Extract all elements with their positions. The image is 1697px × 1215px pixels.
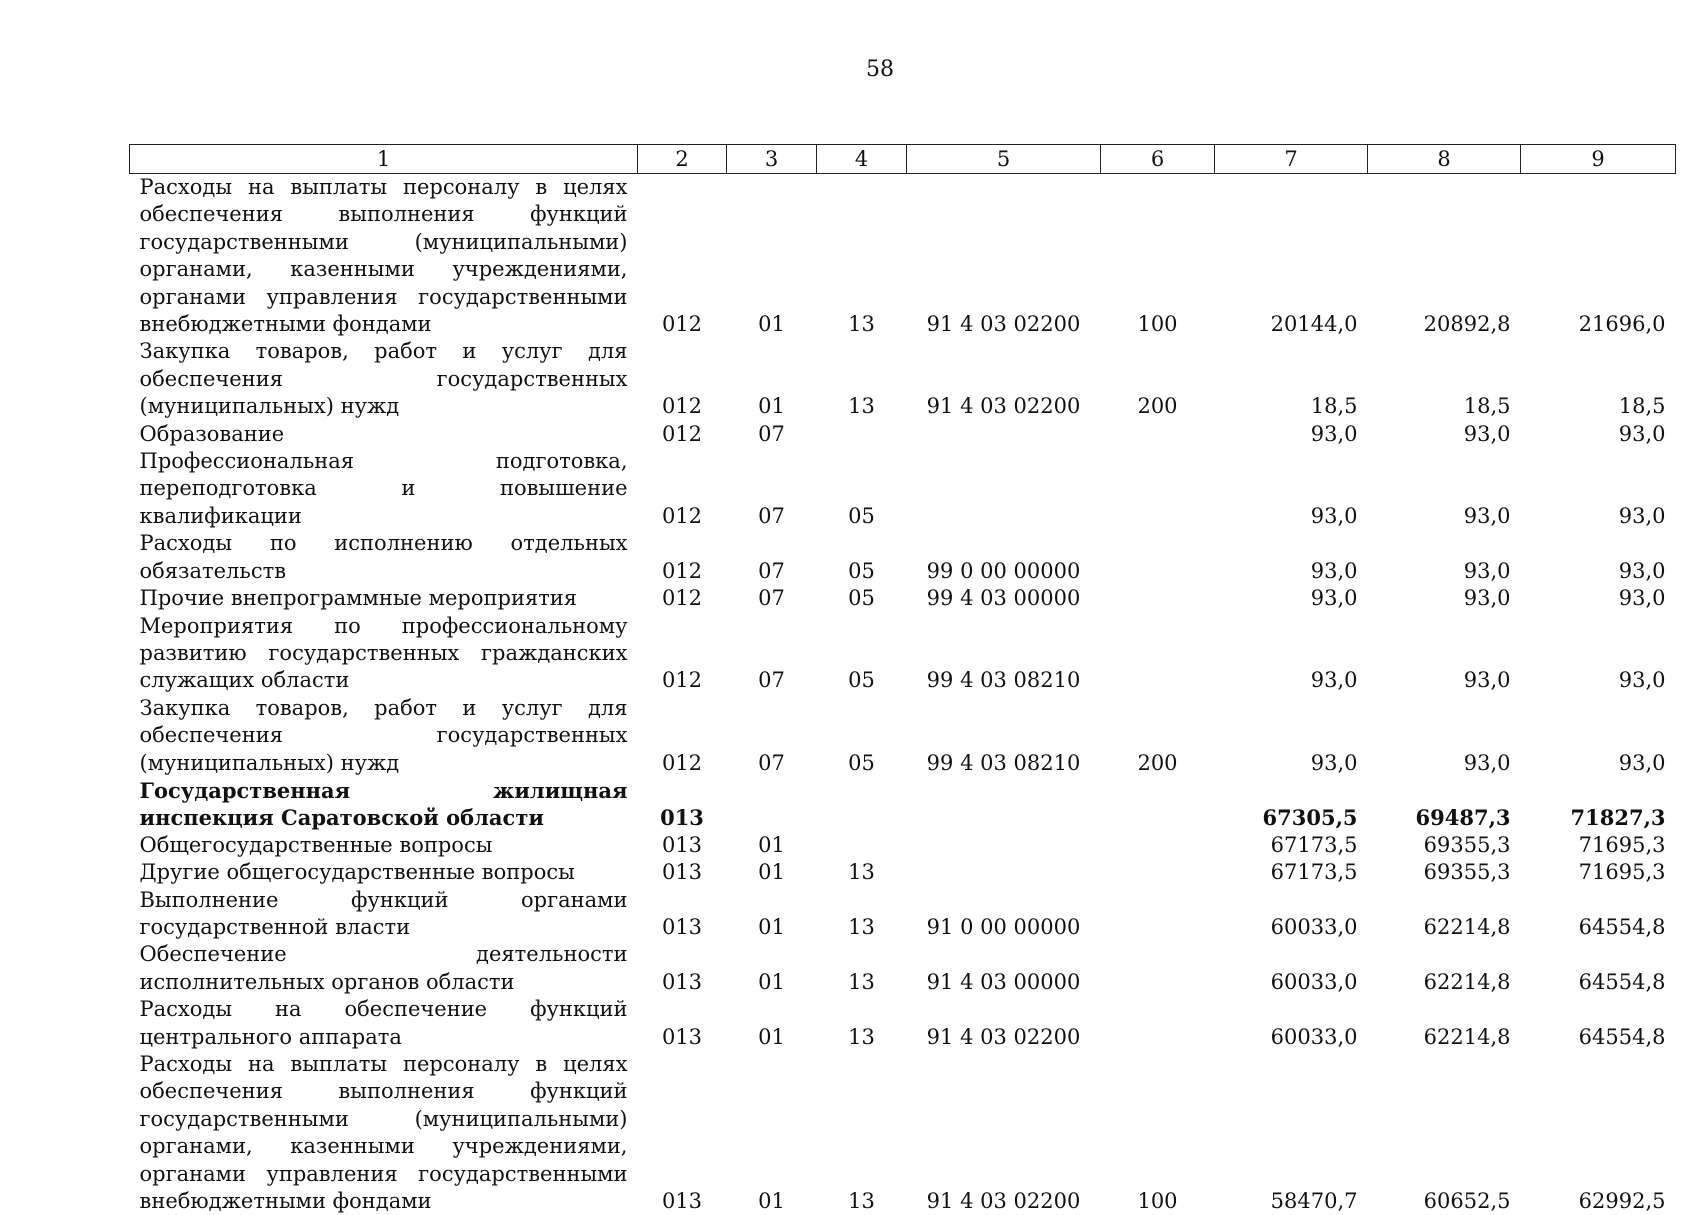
column-header: 4	[817, 145, 907, 174]
amount-col7-cell: 93,0	[1215, 530, 1368, 585]
target-article-cell: 99 4 03 00000	[907, 585, 1101, 612]
amount-col8-cell: 93,0	[1368, 530, 1521, 585]
section-code-cell: 01	[727, 941, 817, 996]
subsection-code-cell: 05	[817, 585, 907, 612]
grbs-code-cell: 012	[638, 174, 727, 339]
column-header: 7	[1215, 145, 1368, 174]
grbs-code-cell: 012	[638, 613, 727, 695]
amount-col8-cell: 62214,8	[1368, 887, 1521, 942]
amount-col8-cell: 93,0	[1368, 695, 1521, 777]
expense-type-cell	[1101, 887, 1215, 942]
row-name-cell: Прочие внепрограммные мероприятия	[130, 585, 638, 612]
expense-type-cell: 200	[1101, 695, 1215, 777]
table-row	[130, 1051, 1676, 1215]
amount-col8-cell: 20892,8	[1368, 174, 1521, 339]
grbs-code-cell: 012	[638, 695, 727, 777]
row-name-cell: Расходы на выплаты персоналу в целях обеспечения выполнения функций государственными (муниципальными) органами, казенными учреждениями, органами управления государственными внебюджетными фондами	[130, 174, 638, 339]
subsection-code-cell: 05	[817, 448, 907, 530]
subsection-code-cell: 13	[817, 859, 907, 886]
target-article-cell: 99 4 03 08210	[907, 695, 1101, 777]
column-header: 8	[1368, 145, 1521, 174]
subsection-code-cell: 05	[817, 613, 907, 695]
section-code-cell: 07	[727, 585, 817, 612]
table-row	[130, 996, 1676, 1051]
section-code-cell: 01	[727, 996, 817, 1051]
expense-type-cell	[1101, 996, 1215, 1051]
subsection-code-cell: 13	[817, 996, 907, 1051]
amount-col7-cell: 58470,7	[1215, 1051, 1368, 1215]
amount-col7-cell: 67173,5	[1215, 859, 1368, 886]
target-article-cell: 99 0 00 00000	[907, 530, 1101, 585]
amount-col7-cell: 60033,0	[1215, 941, 1368, 996]
amount-col9-cell: 18,5	[1521, 338, 1676, 420]
amount-col9-cell: 64554,8	[1521, 996, 1676, 1051]
subsection-code-cell: 13	[817, 174, 907, 339]
amount-col8-cell: 69355,3	[1368, 859, 1521, 886]
grbs-code-cell: 013	[638, 859, 727, 886]
budget-table	[129, 144, 1676, 1215]
subsection-code-cell: 13	[817, 941, 907, 996]
target-article-cell	[907, 448, 1101, 530]
amount-col9-cell: 93,0	[1521, 421, 1676, 448]
expense-type-cell: 100	[1101, 1051, 1215, 1215]
amount-col9-cell: 64554,8	[1521, 941, 1676, 996]
table-row	[130, 585, 1676, 612]
section-code-cell: 07	[727, 421, 817, 448]
subsection-code-cell	[817, 832, 907, 859]
amount-col8-cell: 93,0	[1368, 613, 1521, 695]
amount-col7-cell: 20144,0	[1215, 174, 1368, 339]
section-code-cell: 01	[727, 338, 817, 420]
table-row	[130, 421, 1676, 448]
target-article-cell: 91 4 03 00000	[907, 941, 1101, 996]
target-article-cell: 99 4 03 08210	[907, 613, 1101, 695]
section-code-cell: 07	[727, 695, 817, 777]
target-article-cell	[907, 859, 1101, 886]
amount-col8-cell: 93,0	[1368, 585, 1521, 612]
amount-col9-cell: 93,0	[1521, 695, 1676, 777]
row-name-cell: Другие общегосударственные вопросы	[130, 859, 638, 886]
table-row	[130, 695, 1676, 777]
amount-col9-cell: 21696,0	[1521, 174, 1676, 339]
column-header: 3	[727, 145, 817, 174]
amount-col9-cell: 62992,5	[1521, 1051, 1676, 1215]
section-code-cell: 07	[727, 530, 817, 585]
amount-col7-cell: 93,0	[1215, 585, 1368, 612]
subsection-code-cell	[817, 777, 907, 832]
amount-col8-cell: 62214,8	[1368, 996, 1521, 1051]
table-row	[130, 887, 1676, 942]
section-code-cell: 01	[727, 859, 817, 886]
table-row	[130, 448, 1676, 530]
grbs-code-cell: 013	[638, 1051, 727, 1215]
amount-col7-cell: 60033,0	[1215, 996, 1368, 1051]
amount-col7-cell: 93,0	[1215, 613, 1368, 695]
target-article-cell: 91 4 03 02200	[907, 174, 1101, 339]
amount-col7-cell: 93,0	[1215, 695, 1368, 777]
row-name-cell: Обеспечение деятельности исполнительных органов области	[130, 941, 638, 996]
table-row	[130, 859, 1676, 886]
amount-col9-cell: 93,0	[1521, 585, 1676, 612]
subsection-code-cell	[817, 421, 907, 448]
amount-col9-cell: 71827,3	[1521, 777, 1676, 832]
grbs-code-cell: 013	[638, 777, 727, 832]
expense-type-cell	[1101, 777, 1215, 832]
amount-col8-cell: 62214,8	[1368, 941, 1521, 996]
page-number: 58	[0, 56, 1697, 84]
expense-type-cell	[1101, 832, 1215, 859]
grbs-code-cell: 013	[638, 832, 727, 859]
amount-col9-cell: 93,0	[1521, 530, 1676, 585]
table-row	[130, 530, 1676, 585]
row-name-cell: Общегосударственные вопросы	[130, 832, 638, 859]
expense-type-cell	[1101, 941, 1215, 996]
expense-type-cell	[1101, 859, 1215, 886]
amount-col8-cell: 69355,3	[1368, 832, 1521, 859]
row-name-cell: Мероприятия по профессиональному развитию государственных гражданских служащих области	[130, 613, 638, 695]
column-header: 5	[907, 145, 1101, 174]
table-row	[130, 832, 1676, 859]
table-row	[130, 613, 1676, 695]
amount-col7-cell: 67173,5	[1215, 832, 1368, 859]
expense-type-cell	[1101, 448, 1215, 530]
grbs-code-cell: 013	[638, 941, 727, 996]
table-body	[130, 174, 1676, 1215]
target-article-cell: 91 4 03 02200	[907, 1051, 1101, 1215]
target-article-cell: 91 4 03 02200	[907, 996, 1101, 1051]
column-header: 2	[638, 145, 727, 174]
expense-type-cell	[1101, 421, 1215, 448]
expense-type-cell	[1101, 530, 1215, 585]
target-article-cell: 91 4 03 02200	[907, 338, 1101, 420]
table-row	[130, 777, 1676, 832]
table-row	[130, 941, 1676, 996]
amount-col8-cell: 93,0	[1368, 421, 1521, 448]
section-code-cell: 01	[727, 174, 817, 339]
subsection-code-cell: 05	[817, 695, 907, 777]
grbs-code-cell: 012	[638, 338, 727, 420]
section-code-cell: 07	[727, 448, 817, 530]
amount-col7-cell: 93,0	[1215, 448, 1368, 530]
grbs-code-cell: 013	[638, 887, 727, 942]
amount-col9-cell: 71695,3	[1521, 859, 1676, 886]
target-article-cell: 91 0 00 00000	[907, 887, 1101, 942]
expense-type-cell: 200	[1101, 338, 1215, 420]
amount-col9-cell: 64554,8	[1521, 887, 1676, 942]
row-name-cell: Образование	[130, 421, 638, 448]
row-name-cell: Расходы на выплаты персоналу в целях обеспечения выполнения функций государственными (муниципальными) органами, казенными учреждениями, органами управления государственными внебюджетными фондами	[130, 1051, 638, 1215]
table-row	[130, 174, 1676, 339]
target-article-cell	[907, 832, 1101, 859]
grbs-code-cell: 012	[638, 421, 727, 448]
target-article-cell	[907, 421, 1101, 448]
row-name-cell: Расходы на обеспечение функций центрального аппарата	[130, 996, 638, 1051]
row-name-cell: Государственная жилищная инспекция Саратовской области	[130, 777, 638, 832]
grbs-code-cell: 012	[638, 585, 727, 612]
column-header: 1	[130, 145, 638, 174]
expense-type-cell	[1101, 585, 1215, 612]
amount-col8-cell: 18,5	[1368, 338, 1521, 420]
row-name-cell: Расходы по исполнению отдельных обязательств	[130, 530, 638, 585]
section-code-cell: 01	[727, 832, 817, 859]
expense-type-cell	[1101, 613, 1215, 695]
subsection-code-cell: 13	[817, 338, 907, 420]
grbs-code-cell: 013	[638, 996, 727, 1051]
amount-col7-cell: 93,0	[1215, 421, 1368, 448]
subsection-code-cell: 13	[817, 887, 907, 942]
subsection-code-cell: 13	[817, 1051, 907, 1215]
amount-col8-cell: 93,0	[1368, 448, 1521, 530]
expense-type-cell: 100	[1101, 174, 1215, 339]
amount-col9-cell: 93,0	[1521, 613, 1676, 695]
amount-col7-cell: 60033,0	[1215, 887, 1368, 942]
row-name-cell: Закупка товаров, работ и услуг для обеспечения государственных (муниципальных) нужд	[130, 338, 638, 420]
amount-col9-cell: 93,0	[1521, 448, 1676, 530]
amount-col7-cell: 18,5	[1215, 338, 1368, 420]
table-header-row	[130, 145, 1676, 174]
row-name-cell: Закупка товаров, работ и услуг для обеспечения государственных (муниципальных) нужд	[130, 695, 638, 777]
amount-col8-cell: 60652,5	[1368, 1051, 1521, 1215]
grbs-code-cell: 012	[638, 530, 727, 585]
section-code-cell: 01	[727, 1051, 817, 1215]
column-header: 6	[1101, 145, 1215, 174]
grbs-code-cell: 012	[638, 448, 727, 530]
section-code-cell	[727, 777, 817, 832]
section-code-cell: 07	[727, 613, 817, 695]
amount-col9-cell: 71695,3	[1521, 832, 1676, 859]
amount-col8-cell: 69487,3	[1368, 777, 1521, 832]
target-article-cell	[907, 777, 1101, 832]
amount-col7-cell: 67305,5	[1215, 777, 1368, 832]
row-name-cell: Выполнение функций органами государственной власти	[130, 887, 638, 942]
section-code-cell: 01	[727, 887, 817, 942]
table-row	[130, 338, 1676, 420]
row-name-cell: Профессиональная подготовка, переподготовка и повышение квалификации	[130, 448, 638, 530]
subsection-code-cell: 05	[817, 530, 907, 585]
column-header: 9	[1521, 145, 1676, 174]
